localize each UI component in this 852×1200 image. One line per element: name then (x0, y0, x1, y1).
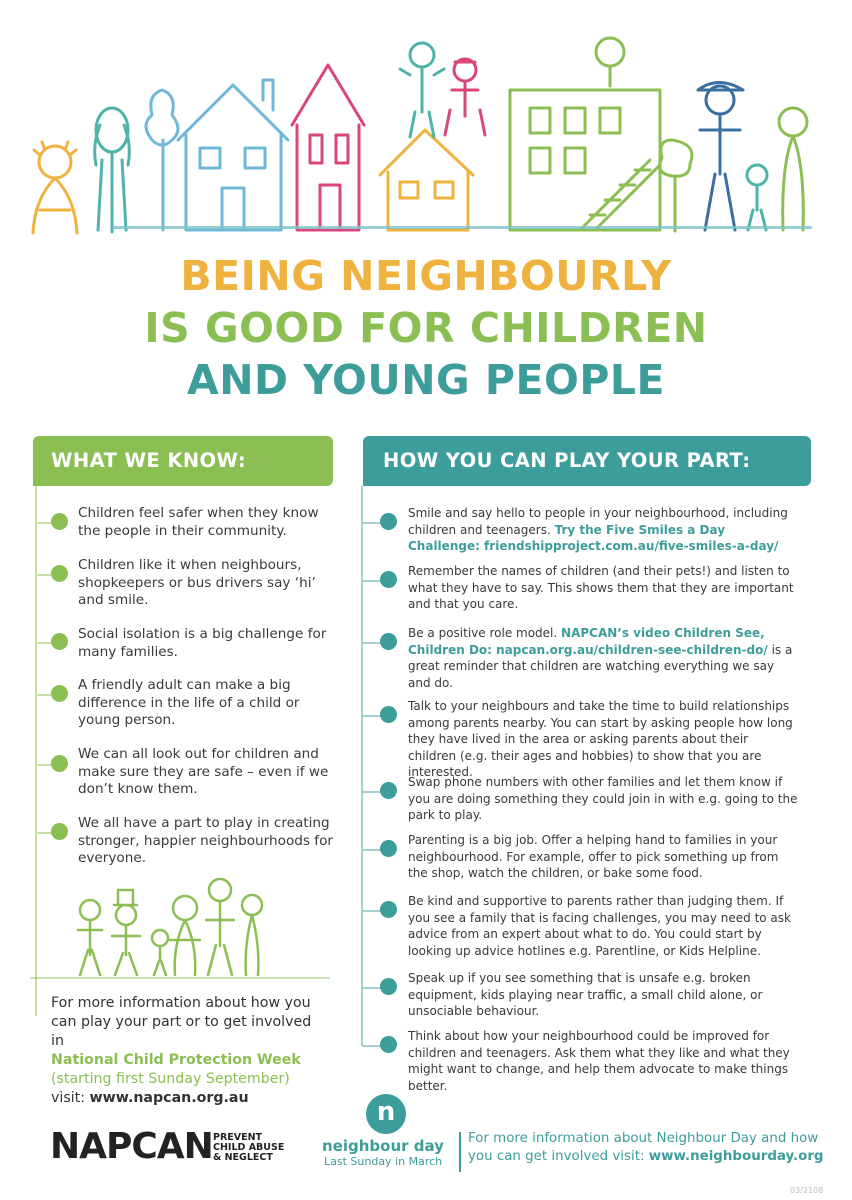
right-bullet-dot (380, 513, 397, 530)
neighbour-day-logo-icon: n (366, 1094, 406, 1134)
right-item-7 (408, 893, 798, 959)
right-timeline-line (361, 486, 363, 1046)
left-item-2: Children like it when neighbours, shopkeepers or bus drivers say ‘hi’ and smile. (78, 557, 316, 608)
napcan-url-link[interactable]: www.napcan.org.au (89, 1090, 249, 1106)
person-green-right-illustration (779, 108, 807, 230)
right-item-6 (408, 832, 798, 882)
left-bullet-dot (51, 565, 68, 582)
right-item-4 (408, 698, 798, 781)
right-item-link[interactable]: Try the Five Smiles a Day Challenge: friendshipproject.com.au/five-smiles-a-day/ (408, 522, 779, 553)
left-bullet-dot (51, 513, 68, 530)
right-item-text: Parenting is a big job. Offer a helping hand to families in your neighbourhood. For example, offer to pick something up from the shop, watch the children, or bake some food. (408, 833, 779, 880)
neighbour-day-info (468, 1130, 828, 1166)
what-we-know-header: WHAT WE KNOW: (33, 436, 333, 486)
children-green-illustration (30, 870, 330, 985)
right-bullet-dot (380, 901, 397, 918)
neighbour-day-title: neighbour day (322, 1137, 444, 1155)
tree-green-right-illustration (660, 140, 692, 231)
right-item-text-after: is a great reminder that children are watching everything we say and do. (408, 642, 793, 690)
building-green-illustration (510, 90, 660, 230)
right-item-3 (408, 625, 798, 691)
right-item-2 (408, 563, 798, 613)
tree-green-illustration (596, 38, 624, 86)
more-info-text: For more information about how you can play your part or to get involved in (51, 995, 312, 1049)
visit-label: visit: (51, 1090, 86, 1106)
visit-line (51, 1089, 321, 1108)
heading-line-3: AND YOUNG PEOPLE (186, 356, 666, 404)
left-item-5: We can all look out for children and make sure they are safe – even if we don’t know them. (78, 746, 329, 797)
right-item-text: Speak up if you see something that is unsafe e.g. broken equipment, kids playing near traffic, a small child alone, or unsociable behaviour. (408, 971, 763, 1018)
person-teal-rooftop-illustration (400, 43, 444, 137)
national-child-protection-week: National Child Protection Week (51, 1052, 301, 1068)
right-bullet-dot (380, 633, 397, 650)
document-code: 03/2108 (790, 1186, 824, 1195)
left-item-6: We all have a part to play in creating stronger, happier neighbourhoods for everyone. (78, 815, 333, 866)
neighbourhood-illustration (0, 30, 852, 235)
left-item-4: A friendly adult can make a big difference in the life of a child or young person. (78, 677, 300, 728)
right-bullet-dot (380, 978, 397, 995)
napcan-logo: NAPCAN (50, 1126, 213, 1167)
house-pink-illustration (292, 65, 364, 230)
left-item-3: Social isolation is a big challenge for many families. (78, 626, 327, 660)
napcan-tagline (213, 1133, 284, 1163)
tree-blue-illustration (146, 90, 178, 230)
napcan-tagline-2: CHILD ABUSE (213, 1142, 285, 1153)
heading-line-2: IS GOOD FOR CHILDREN (144, 304, 708, 352)
right-item-5 (408, 774, 798, 824)
napcan-tagline-1: PREVENT (213, 1132, 263, 1143)
neighbour-day-info-text: For more information about Neighbour Day and how you can get involved visit: (468, 1131, 819, 1164)
left-bullet-dot (51, 685, 68, 702)
person-teal-illustration (95, 108, 130, 232)
person-blue-hat-illustration (698, 83, 743, 231)
right-bullet-dot (380, 571, 397, 588)
right-item-text: Be kind and supportive to parents rather than judging them. If you see a family that is facing challenges, you may need to ask advice from an expert about what to do. You could start by looking up advice hotlines e.g. Parentline, or Kids Helpline. (408, 894, 791, 958)
right-item-text: Be a positive role model. (408, 626, 558, 640)
heading-line-1: BEING NEIGHBOURLY (180, 252, 672, 300)
right-bullet-dot (380, 1036, 397, 1053)
neighbour-day-subtitle: Last Sunday in March (324, 1155, 443, 1168)
left-bullet-dot (51, 755, 68, 772)
right-item-text: Remember the names of children (and their pets!) and listen to what they have to say. This shows them that they are important and that you care. (408, 564, 794, 611)
right-item-text: Think about how your neighbourhood could be improved for children and teenagers. Ask them what they like and what they might want to change, and help them advocate to make things better. (408, 1029, 790, 1093)
right-item-text: Talk to your neighbours and take the time to build relationships among parents nearby. You can start by asking people how long they have lived in the area or asking parents about their children (e.g. their ages and hobbies) to show that you are interested. (408, 699, 793, 779)
right-item-1 (408, 505, 798, 555)
right-item-9 (408, 1028, 798, 1094)
right-bullet-dot (380, 782, 397, 799)
house-blue-illustration (178, 80, 288, 230)
neighbourday-url-link[interactable]: www.neighbourday.org (648, 1149, 824, 1164)
left-bullet-dot (51, 633, 68, 650)
right-item-link[interactable]: NAPCAN’s video Children See, Children Do: napcan.org.au/children-see-children-do/ (408, 626, 768, 657)
how-you-can-play-header: HOW YOU CAN PLAY YOUR PART: (363, 436, 811, 486)
week-schedule: (starting first Sunday September) (51, 1071, 290, 1087)
right-item-8 (408, 970, 798, 1020)
more-info-block (51, 994, 321, 1108)
left-item-1: Children feel safer when they know the people in their community. (78, 505, 319, 539)
left-bullet-dot (51, 823, 68, 840)
child-teal-illustration (747, 165, 767, 230)
right-bullet-dot (380, 840, 397, 857)
right-item-text: Smile and say hello to people in your neighbourhood, including children and teenagers. (408, 506, 788, 537)
footer-divider (459, 1132, 461, 1172)
person-orange-illustration (33, 142, 77, 233)
napcan-tagline-3: & NEGLECT (213, 1152, 273, 1163)
person-pink-rooftop-illustration (445, 59, 485, 135)
ground-line (112, 226, 812, 229)
right-item-text: Swap phone numbers with other families and let them know if you are doing something they could join in with e.g. going to the park to play. (408, 775, 798, 822)
house-orange-illustration (380, 130, 473, 230)
right-bullet-dot (380, 706, 397, 723)
